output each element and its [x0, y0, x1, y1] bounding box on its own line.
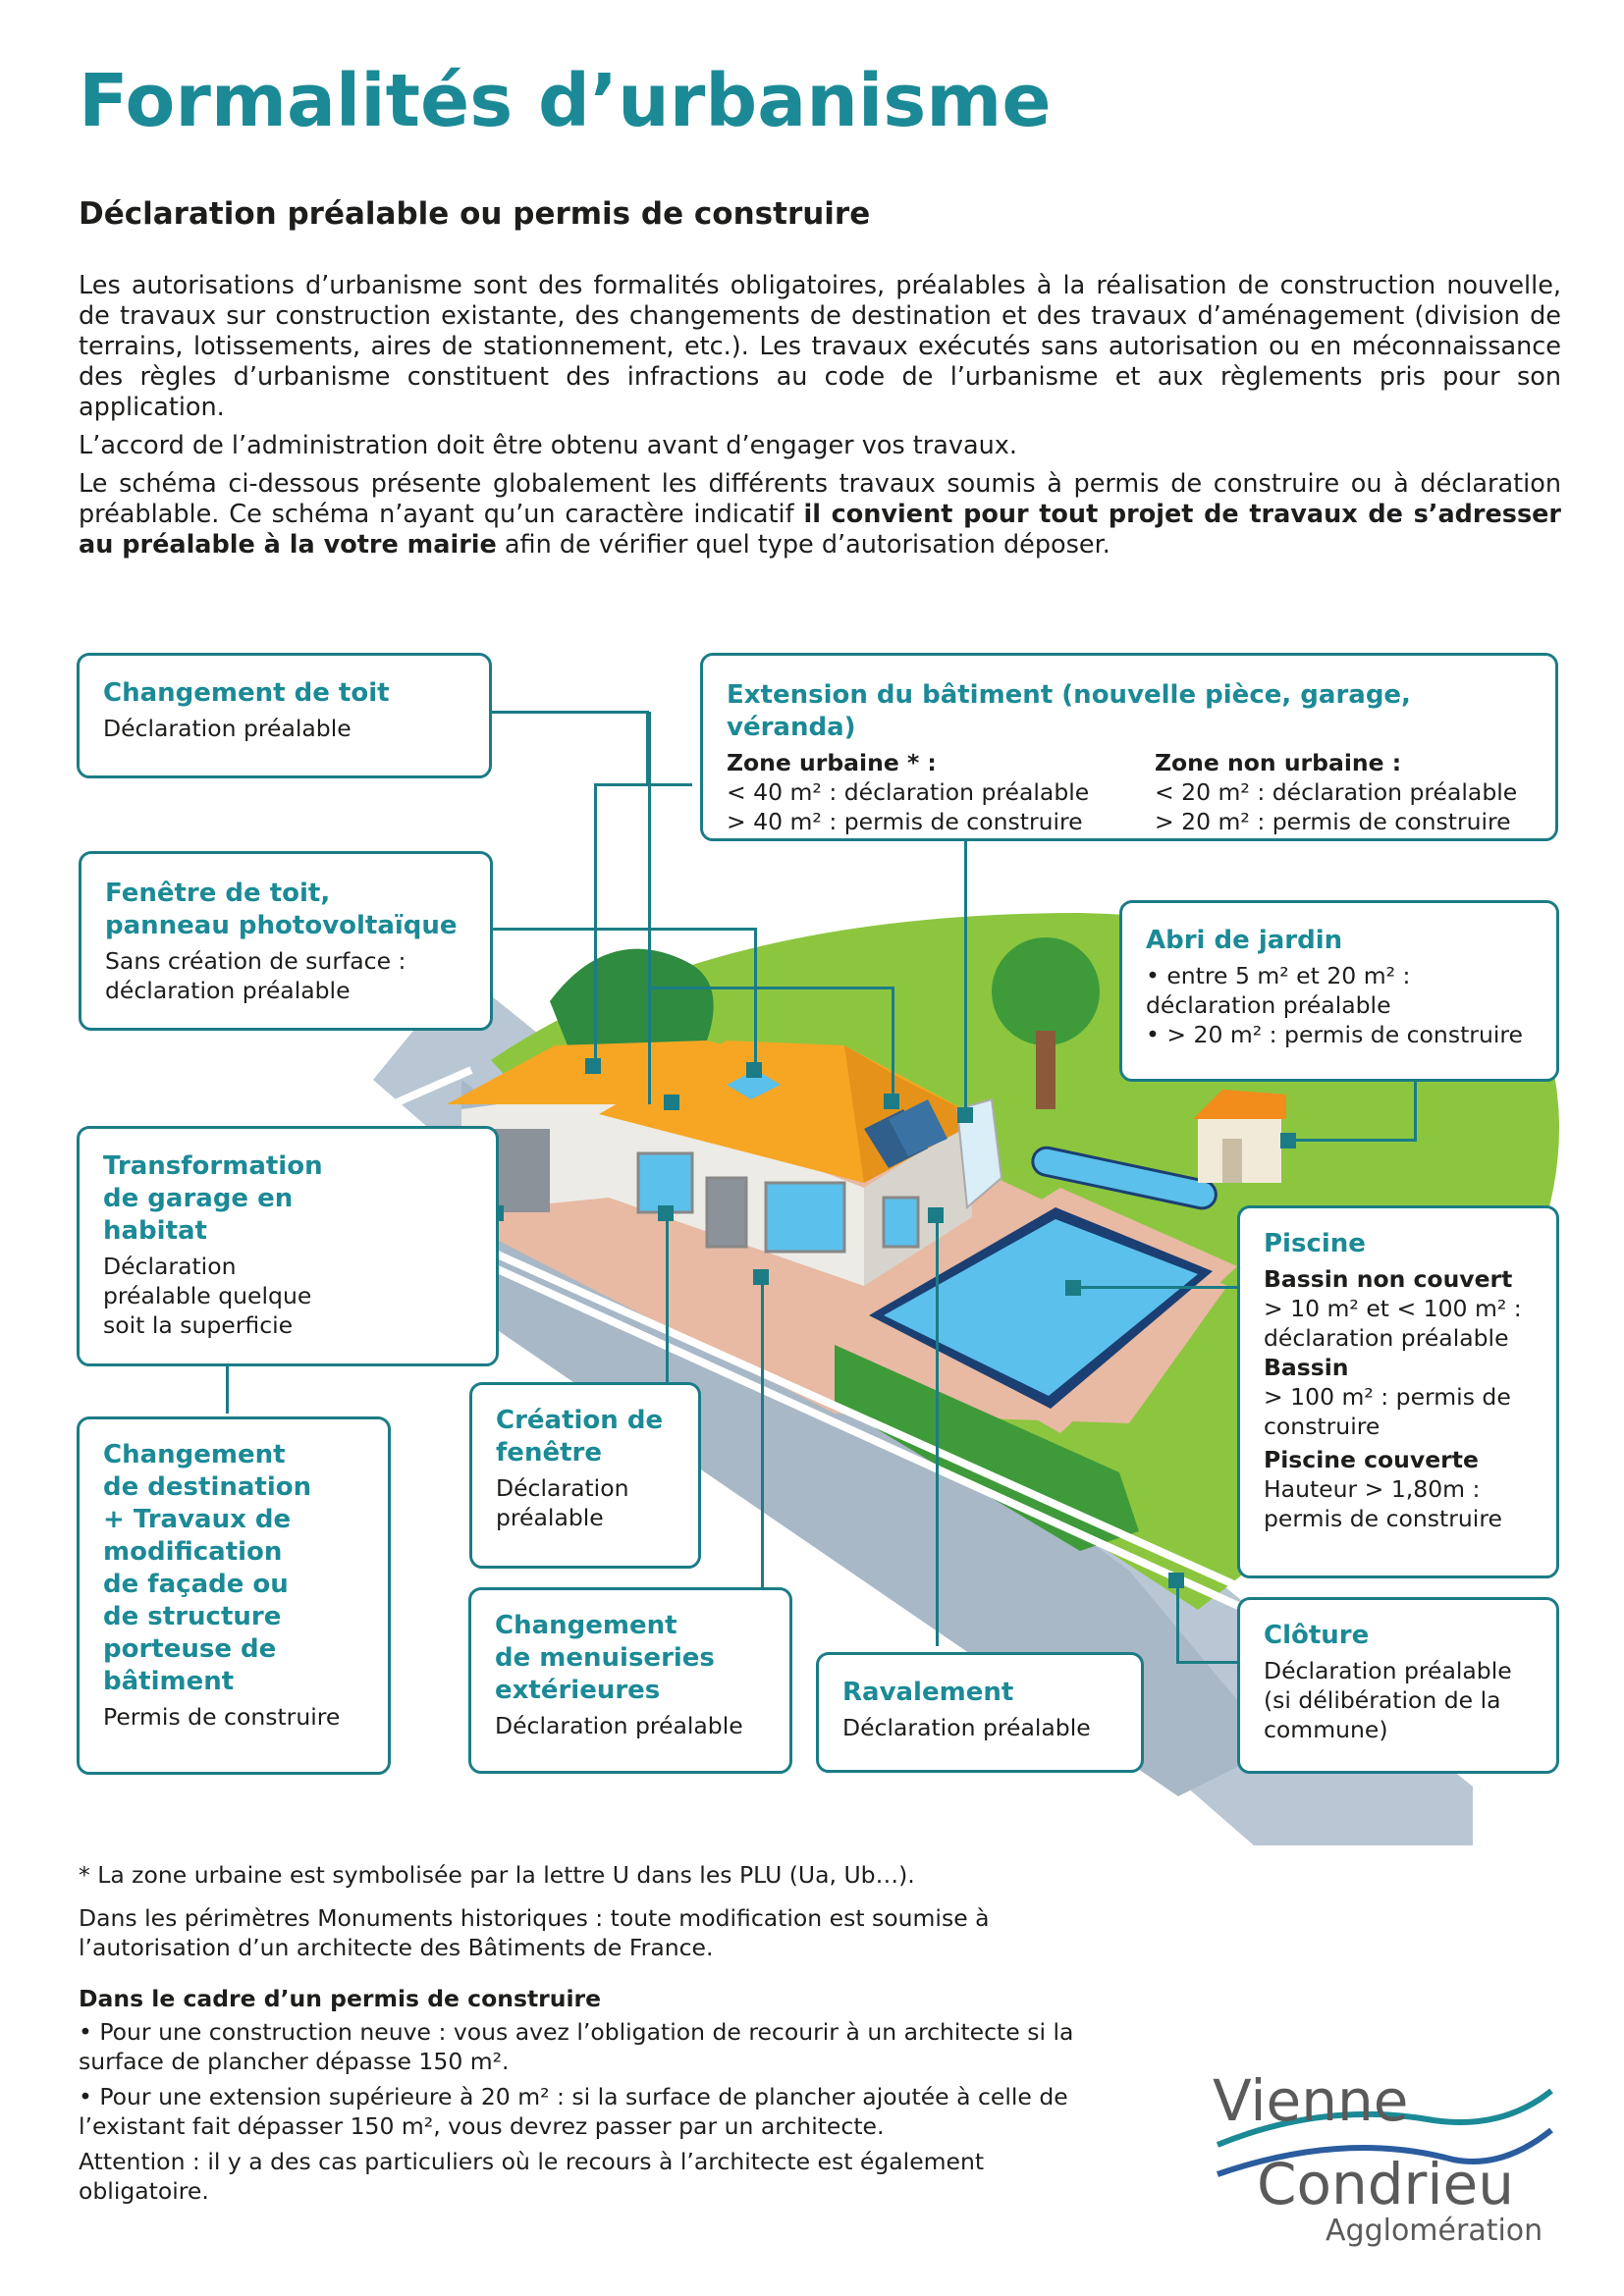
permis-heading: Dans le cadre d’un permis de construire — [79, 1985, 602, 2012]
piscine-s3-line-1: Hauteur > 1,80m : — [1264, 1475, 1481, 1503]
piscine-s3-line-2: permis de construire — [1264, 1505, 1502, 1532]
wire-ext-v2 — [964, 839, 967, 1109]
page-subtitle: Déclaration préalable ou permis de construire — [79, 196, 871, 232]
card-text-line-1: Déclaration — [496, 1474, 629, 1502]
card-line-2: déclaration préalable — [1146, 991, 1391, 1019]
card-changement-toit — [77, 653, 492, 778]
marker-cloture — [1168, 1573, 1184, 1588]
card-text: Déclaration préalable — [103, 715, 352, 742]
piscine-subtitle-3: Piscine couverte — [1264, 1446, 1479, 1473]
card-title-line-2: de destination — [103, 1472, 312, 1502]
card-text-line-1: Sans création de surface : — [105, 947, 406, 975]
piscine-s1-line-1: > 10 m² et < 100 m² : — [1264, 1295, 1522, 1322]
wire-ext-v — [648, 712, 651, 1104]
card-title: Piscine — [1264, 1229, 1366, 1258]
card-title-line-2: fenêtre — [496, 1438, 602, 1468]
card-title-line-2: de garage en — [103, 1184, 294, 1213]
footer-notes — [79, 1860, 1100, 2212]
tree-trunk — [1036, 1031, 1056, 1109]
card-title: Extension du bâtiment (nouvelle pièce, garage, véranda) — [727, 680, 1411, 742]
card-title-line-4: modification — [103, 1537, 283, 1567]
piscine-s2-line-2: construire — [1264, 1413, 1380, 1440]
intro-p3-bold: il convient pour tout projet de travaux de s’adresser au préalable à la votre mairie — [79, 500, 1562, 560]
piscine-s2-line-1: > 100 m² : permis de — [1264, 1383, 1511, 1411]
window-1 — [638, 1153, 692, 1212]
bay-window — [766, 1183, 844, 1252]
card-title-line-1: Changement — [495, 1611, 677, 1640]
wire-cloture-h — [1176, 1661, 1237, 1664]
piscine-s1-line-2: déclaration préalable — [1264, 1324, 1509, 1352]
card-title-line-2: de menuiseries — [495, 1643, 715, 1673]
zone-urbaine-line-2: > 40 m² : permis de construire — [727, 808, 1083, 835]
marker-veranda — [957, 1107, 973, 1123]
logo-text-vienne: Vienne — [1213, 2067, 1409, 2134]
zone-urbaine-title: Zone urbaine * : — [727, 749, 937, 776]
card-text-line-1: Déclaration — [103, 1253, 237, 1280]
card-line-1: Déclaration préalable — [1264, 1657, 1512, 1684]
bushes — [550, 949, 714, 1050]
intro-text — [79, 271, 1561, 568]
wire-abri-h — [1286, 1139, 1417, 1142]
permis-bullet-1: • Pour une construction neuve : vous avez l’obligation de recourir à un architecte si la surface de plancher dépasse 150 m². — [79, 2018, 1074, 2075]
card-text: Déclaration préalable — [842, 1714, 1091, 1741]
intro-p3-start: Le schéma ci-dessous présente globalement les différents travaux soumis à permis de construire ou à déclaration préablable. Ce schéma n’ayant qu’un caractère indicatif — [79, 469, 1561, 529]
front-door — [707, 1178, 746, 1247]
card-text-line-3: soit la superficie — [103, 1311, 294, 1339]
card-title-line-1: Changement — [103, 1440, 286, 1469]
wire-toit-v1 — [594, 785, 597, 1060]
logo-text-condrieu: Condrieu — [1257, 2151, 1514, 2217]
wire-fenetre-toit-v — [754, 928, 757, 1065]
card-title: Ravalement — [842, 1678, 1014, 1707]
card-title-line-3: extérieures — [495, 1676, 661, 1705]
card-text-line-2: préalable — [496, 1504, 604, 1531]
marker-ravalement — [928, 1207, 944, 1223]
card-ravalement — [816, 1652, 1144, 1773]
card-changement-destination — [77, 1416, 391, 1775]
intro-paragraph-3 — [79, 469, 1561, 561]
piscine-subtitle-2: Bassin — [1264, 1354, 1349, 1381]
wire-toit-h — [491, 711, 648, 714]
piscine-subtitle-1: Bassin non couvert — [1264, 1265, 1513, 1293]
vienne-condrieu-logo — [1208, 2052, 1561, 2248]
card-abri-jardin — [1119, 900, 1559, 1082]
wire-fenetre-toit-h — [491, 928, 756, 931]
permis-bullet-2: • Pour une extension supérieure à 20 m² : si la surface de plancher ajoutée à celle de l’existant fait dépasser 150 m², vous devrez passer par un architecte. — [79, 2083, 1068, 2140]
card-extension — [700, 653, 1558, 841]
footnote-zone-urbaine: * La zone urbaine est symbolisée par la lettre U dans les PLU (Ua, Ub…). — [79, 1861, 915, 1889]
card-title-line-1: Fenêtre de toit, — [105, 879, 331, 908]
intro-p3-end: afin de vérifier quel type d’autorisation déposer. — [496, 530, 1110, 560]
logo-text-agglomeration: Agglomération — [1326, 2214, 1543, 2248]
card-title-line-1: Transformation — [103, 1151, 323, 1181]
wire-toit-h2 — [594, 783, 692, 786]
card-title: Clôture — [1264, 1621, 1370, 1650]
card-text: Permis de construire — [103, 1703, 341, 1731]
wire-solar-v — [892, 987, 894, 1099]
card-title-line-5: de façade ou — [103, 1570, 289, 1599]
permis-attention: Attention : il y a des cas particuliers où le recours à l’architecte est également obligatoire. — [79, 2148, 985, 2205]
card-title-line-3: habitat — [103, 1216, 207, 1246]
card-piscine — [1237, 1205, 1559, 1578]
wire-piscine-h — [1070, 1286, 1237, 1289]
card-line-3: • > 20 m² : permis de construire — [1146, 1021, 1523, 1048]
zone-urbaine-line-1: < 40 m² : déclaration préalable — [727, 778, 1090, 806]
page-title: Formalités d’urbanisme — [79, 59, 1052, 143]
card-transformation-garage — [77, 1126, 499, 1366]
marker-roof-window — [746, 1062, 762, 1078]
intro-paragraph-2: L’accord de l’administration doit être obtenu avant d’engager vos travaux. — [79, 431, 1017, 460]
marker-menuiseries — [753, 1269, 769, 1285]
card-cloture — [1237, 1597, 1559, 1774]
shed-door — [1222, 1139, 1242, 1183]
card-title: Abri de jardin — [1146, 926, 1343, 955]
zone-non-urbaine-line-2: > 20 m² : permis de construire — [1155, 808, 1511, 835]
wire-solar-h — [648, 987, 893, 989]
card-line-1: • entre 5 m² et 20 m² : — [1146, 962, 1411, 989]
card-fenetre-toit — [79, 851, 493, 1031]
card-title-line-6: de structure — [103, 1602, 282, 1631]
marker-abri — [1280, 1133, 1296, 1148]
note-monuments: Dans les périmètres Monuments historiques : toute modification est soumise à l’autorisation d’un architecte des Bâtiments de France. — [79, 1904, 990, 1961]
wire-cloture-v — [1176, 1580, 1179, 1664]
side-window — [884, 1198, 918, 1247]
card-title-line-7: porteuse de — [103, 1634, 277, 1664]
card-text: Déclaration préalable — [495, 1712, 743, 1739]
zone-non-urbaine-title: Zone non urbaine : — [1155, 749, 1402, 776]
card-title: Changement de toit — [103, 678, 390, 708]
card-title-line-3: + Travaux de — [103, 1505, 292, 1534]
tree-canopy — [992, 937, 1100, 1045]
card-text-line-2: déclaration préalable — [105, 977, 351, 1004]
marker-creation-fenetre — [658, 1205, 674, 1221]
wire-creation-fenetre — [666, 1212, 669, 1384]
marker-toit — [585, 1058, 601, 1074]
marker-extension — [664, 1095, 679, 1110]
wire-abri-v — [1414, 1080, 1417, 1139]
wire-destination — [226, 1364, 229, 1414]
card-line-3: commune) — [1264, 1716, 1388, 1743]
card-menuiseries — [468, 1587, 792, 1774]
card-title-line-8: bâtiment — [103, 1667, 235, 1696]
card-text-line-2: préalable quelque — [103, 1282, 312, 1309]
marker-piscine — [1065, 1280, 1081, 1296]
marker-solar — [884, 1094, 899, 1109]
card-creation-fenetre — [469, 1382, 701, 1569]
intro-paragraph-1: Les autorisations d’urbanisme sont des formalités obligatoires, préalables à la réalisation de construction nouvelle, de travaux sur construction existante, des changements de destination et des travaux d’aménagement (division de terrains, lotissements, aires de stationnement, etc.). Les travaux exécutés sans autorisation ou en méconnaissance des règles d’urbanisme constituent des infractions au code de l’urbanisme et aux règlements pris pour son application. — [79, 271, 1561, 422]
card-title-line-2: panneau photovoltaïque — [105, 911, 458, 940]
zone-non-urbaine-line-1: < 20 m² : déclaration préalable — [1155, 778, 1518, 806]
wire-menuiseries — [761, 1276, 764, 1588]
card-title-line-1: Création de — [496, 1406, 664, 1435]
wire-ravalement — [936, 1214, 939, 1646]
card-line-2: (si délibération de la — [1264, 1686, 1501, 1714]
